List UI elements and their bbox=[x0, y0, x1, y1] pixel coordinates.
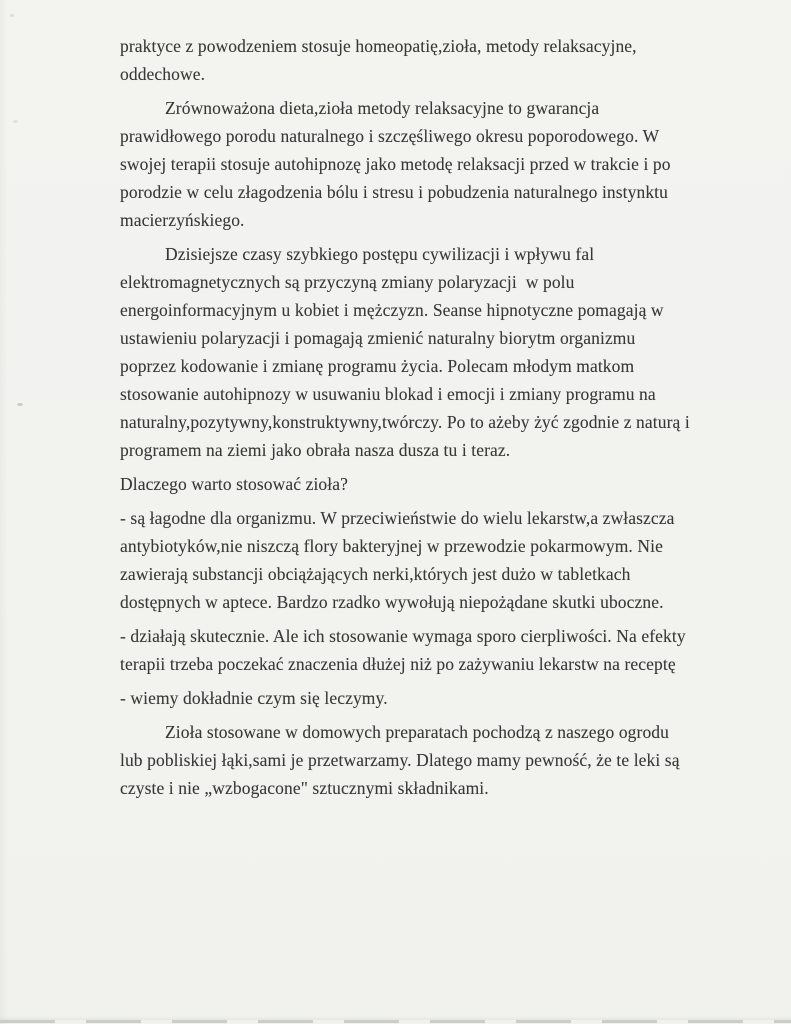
text-line: elektromagnetycznych są przyczyną zmiany polaryzacji w polu bbox=[120, 272, 575, 292]
text-line: Dlaczego warto stosować zioła? bbox=[120, 474, 348, 494]
text-line: programem na ziemi jako obrała nasza dusza tu i teraz. bbox=[120, 440, 511, 460]
text-line: lub pobliskiej łąki,sami je przetwarzamy. Dlatego mamy pewność, że te leki są bbox=[120, 750, 680, 770]
text-line: - wiemy dokładnie czym się leczymy. bbox=[120, 688, 388, 708]
text-line: dostępnych w aptece. Bardzo rzadko wywołują niepożądane skutki uboczne. bbox=[120, 592, 664, 612]
text-line: Zrównoważona dieta,zioła metody relaksacyjne to gwarancja bbox=[165, 98, 600, 118]
text-line: naturalny,pozytywny,konstruktywny,twórczy. Po to ażeby żyć zgodnie z naturą i bbox=[120, 412, 690, 432]
paragraph-balanced-diet bbox=[120, 94, 760, 234]
bullet-effective bbox=[120, 622, 760, 678]
scan-left-shading bbox=[0, 0, 8, 1024]
document-text bbox=[120, 32, 760, 808]
paragraph-home-herbs bbox=[120, 718, 760, 802]
text-line: Zioła stosowane w domowych preparatach pochodzą z naszego ogrodu bbox=[165, 722, 670, 742]
paragraph-hypnosis bbox=[120, 240, 760, 464]
question-heading bbox=[120, 470, 760, 498]
text-line: ustawieniu polaryzacji i pomagają zmienić naturalny biorytm organizmu bbox=[120, 328, 636, 348]
text-line: macierzyńskiego. bbox=[120, 210, 245, 230]
scan-speck bbox=[10, 14, 14, 17]
text-line: - działają skutecznie. Ale ich stosowanie wymaga sporo cierpliwości. Na efekty bbox=[120, 626, 686, 646]
text-line: porodzie w celu złagodzenia bólu i stresu i pobudzenia naturalnego instynktu bbox=[120, 182, 668, 202]
text-line: poprzez kodowanie i zmianę programu życia. Polecam młodym matkom bbox=[120, 356, 635, 376]
bullet-know-what-we-use bbox=[120, 684, 760, 712]
text-line: swojej terapii stosuje autohipnozę jako metodę relaksacji przed w trakcie i po bbox=[120, 154, 671, 174]
text-line: stosowanie autohipnozy w usuwaniu blokad i emocji i zmiany programu na bbox=[120, 384, 656, 404]
text-line: terapii trzeba poczekać znaczenia dłużej niż po zażywaniu lekarstw na receptę bbox=[120, 654, 676, 674]
text-line: energoinformacyjnym u kobiet i mężczyzn. Seanse hipnotyczne pomagają w bbox=[120, 300, 664, 320]
text-line: zawierają substancji obciążających nerki,których jest dużo w tabletkach bbox=[120, 564, 631, 584]
scan-speck bbox=[13, 120, 18, 123]
text-line: antybiotyków,nie niszczą flory bakteryjnej w przewodzie pokarmowym. Nie bbox=[120, 536, 663, 556]
text-line: prawidłowego porodu naturalnego i szczęśliwego okresu poporodowego. W bbox=[120, 126, 660, 146]
text-line: czyste i nie „wzbogacone" sztucznymi składnikami. bbox=[120, 778, 489, 798]
text-line: Dzisiejsze czasy szybkiego postępu cywilizacji i wpływu fal bbox=[165, 244, 595, 264]
text-line: - są łagodne dla organizmu. W przeciwieństwie do wielu lekarstw,a zwłaszcza bbox=[120, 508, 675, 528]
intro-continuation bbox=[120, 32, 760, 88]
scan-speck bbox=[17, 403, 23, 406]
text-line: oddechowe. bbox=[120, 64, 206, 84]
text-line: praktyce z powodzeniem stosuje homeopatię,zioła, metody relaksacyjne, bbox=[120, 36, 637, 56]
bullet-gentle bbox=[120, 504, 760, 616]
scanner-edge-artifact bbox=[0, 1020, 791, 1023]
